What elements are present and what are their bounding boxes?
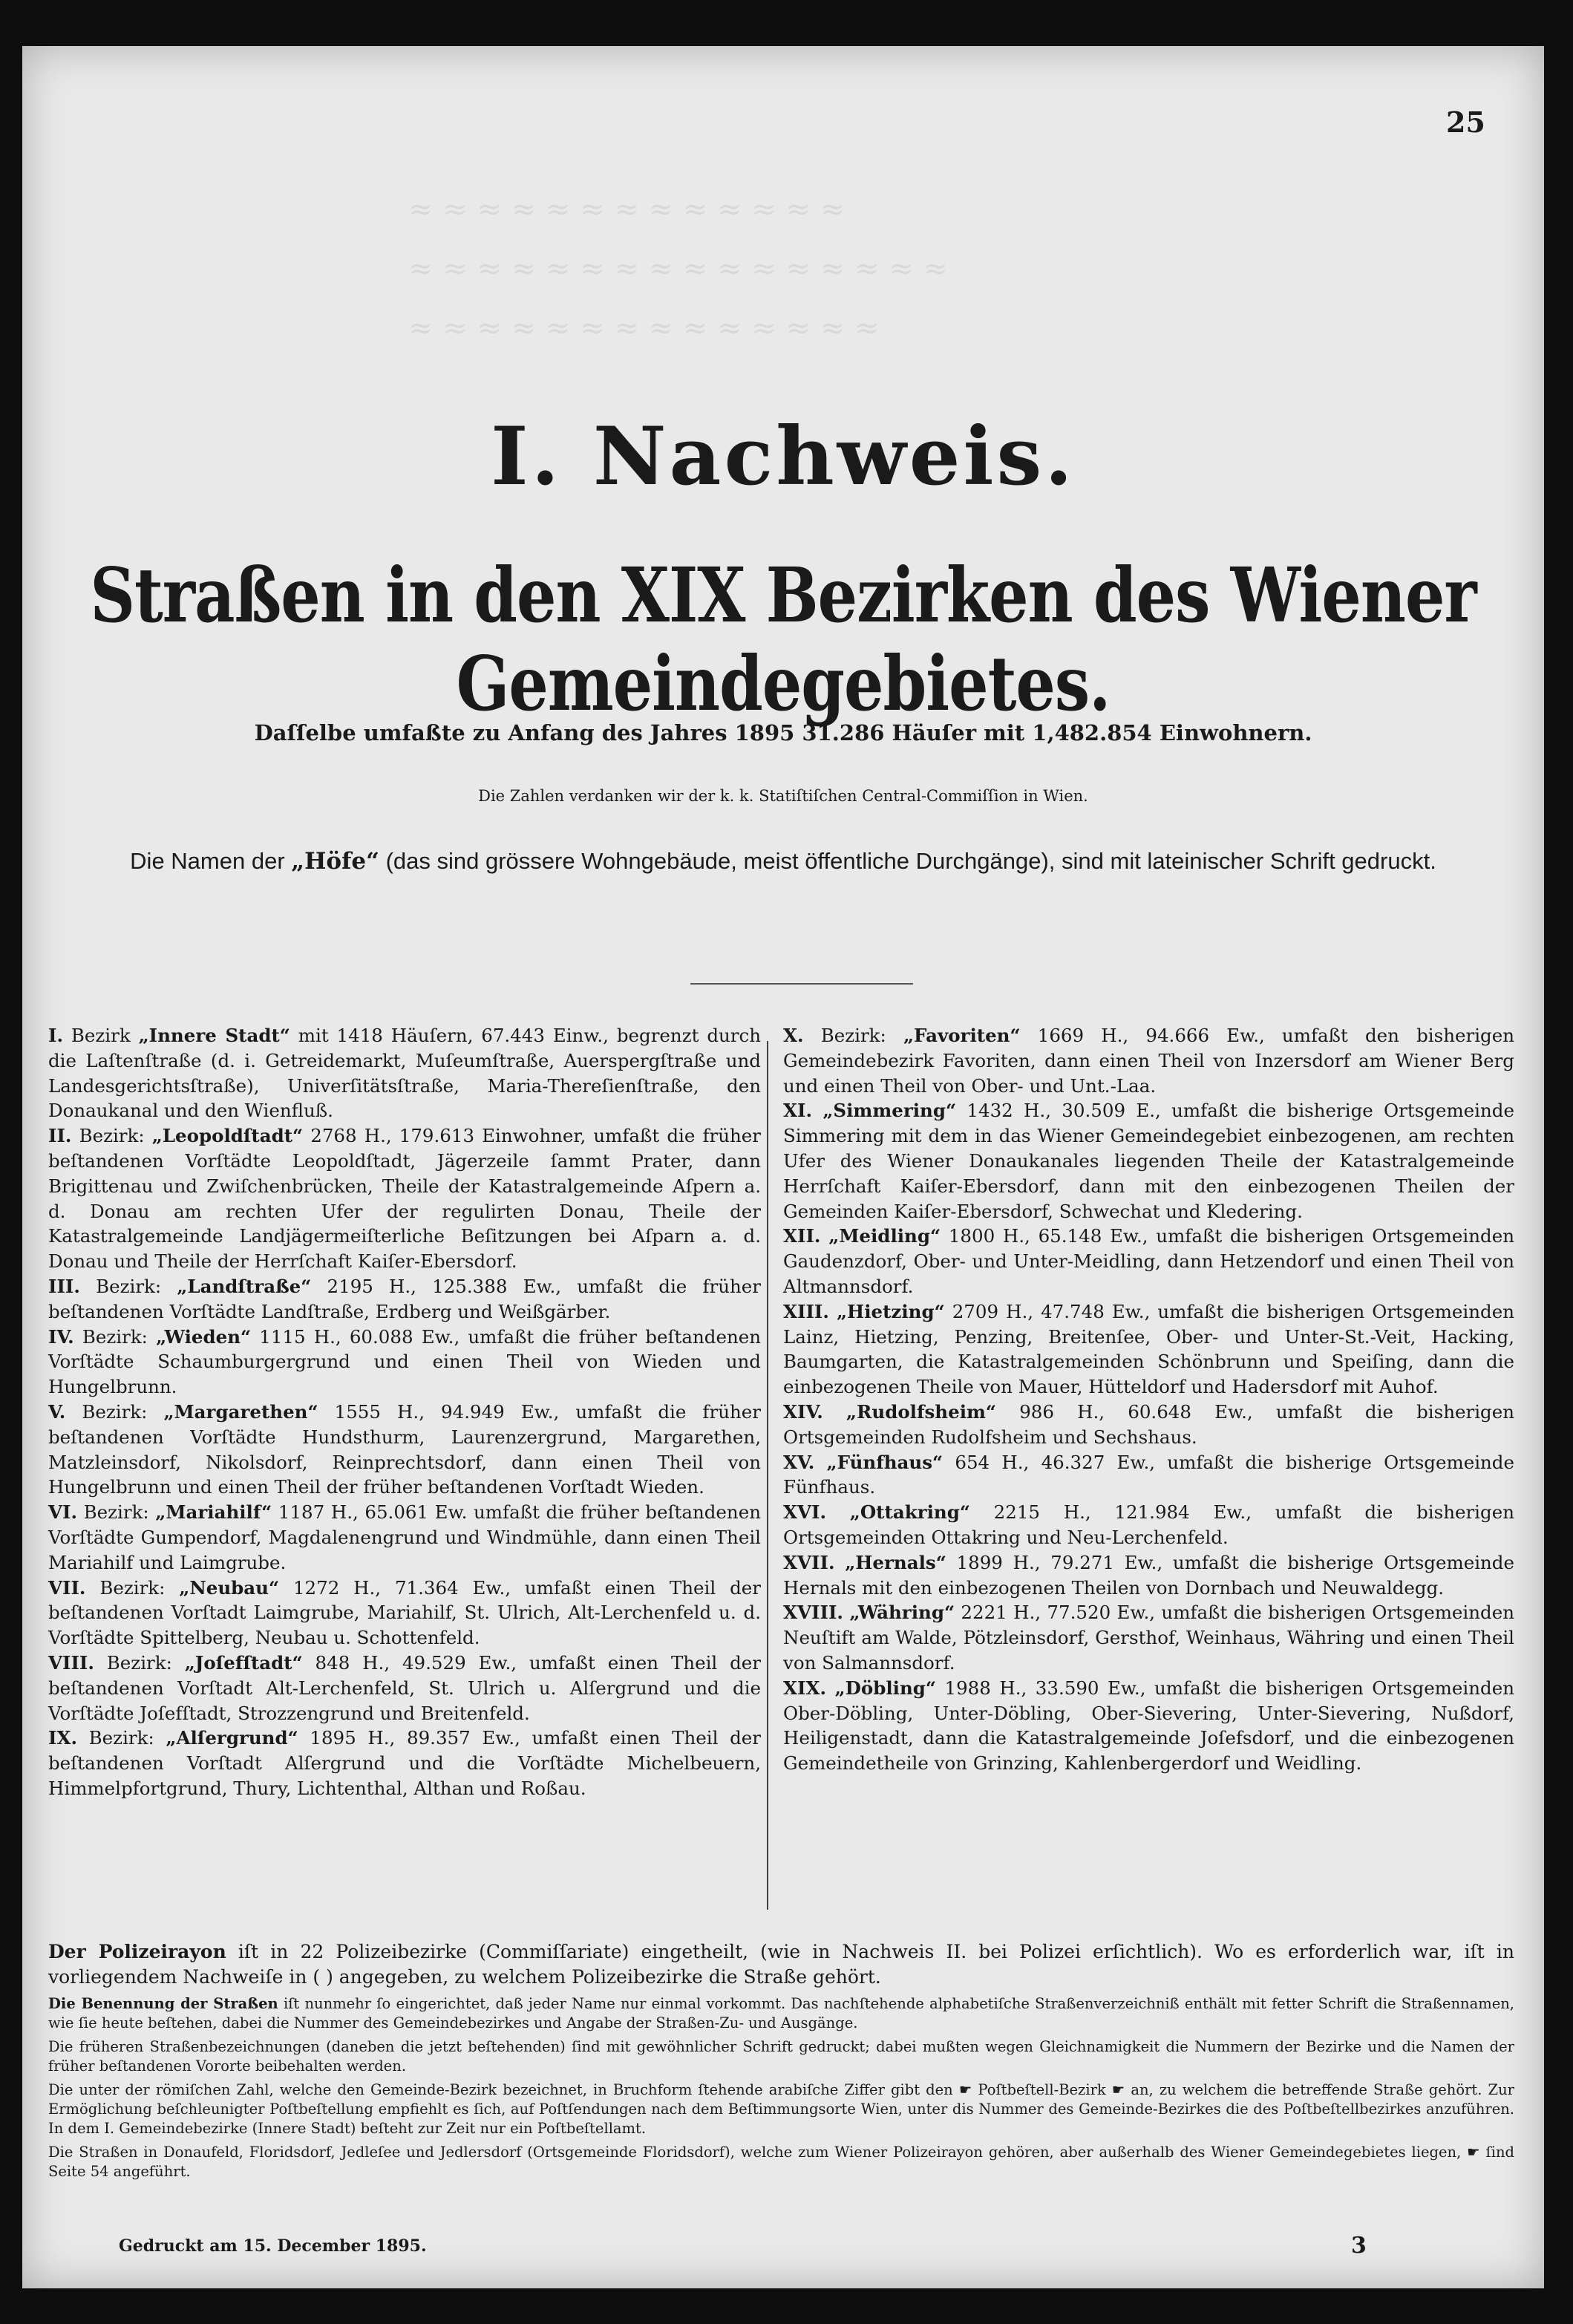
- district-name: „Alſergrund“: [166, 1727, 298, 1749]
- district-number: V.: [48, 1400, 66, 1423]
- district-entry: [48, 1274, 761, 1325]
- column-divider: [767, 1041, 768, 1910]
- district-number: XVII.: [783, 1551, 835, 1573]
- district-entry: [783, 1600, 1514, 1675]
- district-description: 2768 H., 179.613 Einwohner, umfaßt die früher beſtandenen Vorſtädte Leopoldſtadt, Jägerzeile ſammt Prater, dann Brigittenau und Zwiſchenbrücken, Theile der Katastralgemeinde Aſpern a. d. Donau am rechten Ufer der regulirten Donau, Theile der Katastralgemeinde Landjägermeiſterliche Beſitzungen bei Aſparn a. d. Donau und Theile der Herrſchaft Kaiſer-Ebersdorf.: [48, 1125, 761, 1273]
- district-number: II.: [48, 1125, 72, 1147]
- district-prefix: Bezirk:: [79, 1125, 152, 1147]
- district-name: „Währing“: [849, 1602, 955, 1624]
- note-paragraph: [48, 1994, 1514, 2033]
- district-number: VII.: [48, 1576, 86, 1599]
- district-description: 1555 H., 94.949 Ew., umfaßt die früher beſtandenen Vorſtädte Hundsthurm, Laurenzergrund, Margarethen, Matzleinsdorf, Nikolsdorf, Reinprechtsdorf, dann einen Theil von Hungelbrunn und einen Theil der früher beſtandenen Vorſtadt Wieden.: [48, 1400, 761, 1498]
- district-description: 1800 H., 65.148 Ew., umfaßt die bisherigen Ortsgemeinden Gaudenzdorf, Ober- und Unter-Meidling, dann Hetzendorf und einen Theil von Altmannsdorf.: [783, 1225, 1514, 1297]
- district-entry: [48, 1500, 761, 1575]
- hoefe-note: [45, 844, 1522, 878]
- district-number: IV.: [48, 1325, 74, 1348]
- page-subtitle: Straßen in den XIX Bezirken des Wiener Gemeindegebietes.: [90, 551, 1476, 728]
- district-name: „Leopoldſtadt“: [151, 1125, 304, 1147]
- note-text: iſt in 22 Polizeibezirke (Commiſſariate) eingetheilt, (wie in Nachweis II. bei Polizei erſichtlich). Wo es erforderlich war, iſt in vorliegendem Nachweiſe in ( ) angegeben, zu welchem Polizeibezirke die Straße gehört.: [48, 1941, 1514, 1988]
- district-name: „Joſefſtadt“: [184, 1651, 303, 1674]
- district-description: 2195 H., 125.388 Ew., umfaßt die früher beſtandenen Vorſtädte Landſtraße, Erdberg und Weißgärber.: [48, 1275, 761, 1322]
- district-number: XIII.: [783, 1300, 829, 1322]
- print-date: Gedruckt am 15. December 1895.: [119, 2236, 427, 2256]
- district-prefix: Bezirk:: [820, 1025, 903, 1046]
- district-number: VI.: [48, 1501, 77, 1524]
- note-text: Die früheren Straßenbezeichnungen (daneben die jetzt beſtehenden) ſind mit gewöhnlicher Schrift gedruckt; dabei mußten wegen Gleichnamigkeit die Nummern der Bezirke und die Namen der früher beſtandenen Vororte beibehalten werden.: [48, 2038, 1514, 2075]
- district-entry: [783, 1023, 1514, 1098]
- district-name: „Rudolfsheim“: [846, 1400, 997, 1423]
- district-prefix: Bezirk:: [99, 1576, 180, 1599]
- district-prefix: Bezirk:: [96, 1275, 177, 1297]
- statistics-credit: Die Zahlen verdanken wir der k. k. Statiſtiſchen Central-Commiſſion in Wien.: [478, 787, 1088, 805]
- district-entry: [48, 1123, 761, 1274]
- district-description: 848 H., 49.529 Ew., umfaßt einen Theil der beſtandenen Vorſtadt Alt-Lerchenfeld, St. Ulrich u. Alſergrund und die Vorſtädte Joſefſtadt, Strozzengrund und Breitenfeld.: [48, 1651, 761, 1724]
- district-prefix: Bezirk:: [106, 1651, 185, 1674]
- district-description: 1895 H., 89.357 Ew., umfaßt einen Theil der beſtandenen Vorſtadt Alſergrund und die Vorſtädte Michelbeuern, Himmelpfortgrund, Thury, Lichtenthal, Althan und Roßau.: [48, 1727, 761, 1799]
- page-number: 25: [1446, 105, 1485, 139]
- district-name: „Mariahilf“: [155, 1501, 272, 1524]
- district-name: „Meidling“: [828, 1225, 941, 1247]
- district-name: „Fünfhaus“: [826, 1451, 944, 1473]
- district-description: 986 H., 60.648 Ew., umfaßt die bisherigen Ortsgemeinden Rudolfsheim und Sechshaus.: [783, 1400, 1515, 1448]
- hoefe-note-bold: „Höfe“: [291, 848, 379, 875]
- district-number: XI.: [783, 1100, 812, 1122]
- district-name: „Simmering“: [823, 1100, 957, 1122]
- district-number: XIV.: [783, 1400, 823, 1423]
- district-entry: [48, 1576, 761, 1651]
- district-name: „Favoriten“: [903, 1025, 1021, 1046]
- district-description: 2221 H., 77.520 Ew., umfaßt die bisherigen Ortsgemeinden Neuſtift am Walde, Pötzleinsdorf, Gersthof, Weinhaus, Währing und einen Theil von Salmannsdorf.: [783, 1602, 1515, 1674]
- district-number: XII.: [783, 1225, 821, 1247]
- district-prefix: Bezirk:: [82, 1400, 164, 1423]
- district-prefix: Bezirk: [71, 1025, 139, 1046]
- district-name: „Hernals“: [845, 1551, 946, 1573]
- district-entry: [48, 1400, 761, 1500]
- district-description: 1115 H., 60.088 Ew., umfaßt die früher beſtandenen Vorſtädte Schaumburgergrund und einen Theil von Wieden und Hungelbrunn.: [48, 1325, 762, 1398]
- hoefe-note-prefix: Die Namen der: [130, 848, 292, 874]
- note-text: Die Straßen in Donaufeld, Floridsdorf, Jedleſee und Jedlersdorf (Ortsgemeinde Floridsdorf), welche zum Wiener Polizeirayon gehören, aber außerhalb des Wiener Gemeindegebietes liegen, ☛ ſind Seite 54 angeführt.: [48, 2144, 1514, 2180]
- notes-section: [48, 1939, 1514, 2186]
- district-description: 1272 H., 71.364 Ew., umfaßt einen Theil der beſtandenen Vorſtadt Laimgrube, Mariahilf, St. Ulrich, Alt-Lerchenfeld u. d. Vorſtädte Spittelberg, Neubau u. Schottenfeld.: [48, 1576, 761, 1649]
- district-description: 1669 H., 94.666 Ew., umfaßt den bisherigen Gemeindebezirk Favoriten, dann einen Theil von Inzersdorf am Wiener Berg und einen Theil von Ober- und Unt.-Laa.: [783, 1025, 1514, 1097]
- district-number: VIII.: [48, 1651, 94, 1674]
- note-text: iſt nunmehr ſo eingerichtet, daß jeder Name nur einmal vorkommt. Das nachſtehende alphabetiſche Straßenverzeichniß enthält mit fetter Schrift die Straßennamen, wie ſie heute beſtehen, dabei die Nummer des Gemeindebezirkes und Angabe der Straßen-Zu- und Ausgänge.: [48, 1995, 1515, 2031]
- district-number: X.: [783, 1025, 804, 1046]
- district-number: IX.: [48, 1727, 77, 1749]
- district-entry: [783, 1098, 1514, 1224]
- district-entry: [48, 1325, 761, 1400]
- district-number: XVIII.: [783, 1602, 843, 1624]
- district-description: 2709 H., 47.748 Ew., umfaßt die bisherigen Ortsgemeinden Lainz, Hietzing, Penzing, Breitenſee, Ober- und Unter-St.-Veit, Hacking, Baumgarten, die Katastralgemeinden Schönbrunn und Speiſing, dann die einbezogenen Theile von Mauer, Hütteldorf und Hadersdorf mit Auhof.: [783, 1300, 1515, 1398]
- district-number: XIX.: [783, 1677, 827, 1699]
- district-description: 1187 H., 65.061 Ew. umfaßt die früher beſtandenen Vorſtädte Gumpendorf, Magdalenengrund und Windmühle, dann einen Theil Mariahilf und Laimgrube.: [48, 1501, 761, 1573]
- section-divider: [690, 983, 913, 985]
- district-description: 1899 H., 79.271 Ew., umfaßt die bisherige Ortsgemeinde Hernals mit den einbezogenen Theilen von Dornbach und Neuwaldegg.: [783, 1551, 1514, 1599]
- note-paragraph: [48, 2143, 1514, 2181]
- district-entry: [783, 1400, 1514, 1450]
- district-entry: [783, 1224, 1514, 1299]
- district-name: „Wieden“: [156, 1325, 252, 1348]
- district-number: XV.: [783, 1451, 815, 1473]
- signature-number: 3: [1351, 2233, 1367, 2259]
- district-name: „Ottakring“: [849, 1501, 970, 1524]
- district-entry: [783, 1500, 1514, 1550]
- note-lead: Die Benennung der Straßen: [48, 1995, 278, 2012]
- note-paragraph: [48, 1939, 1514, 1990]
- district-prefix: Bezirk:: [88, 1727, 166, 1749]
- district-description: 654 H., 46.327 Ew., umfaßt die bisherige Ortsgemeinde Fünfhaus.: [783, 1451, 1514, 1498]
- bleed-through-text: ≈ ≈ ≈ ≈ ≈ ≈ ≈ ≈ ≈ ≈ ≈ ≈ ≈ ≈ ≈ ≈ ≈ ≈ ≈ ≈ ≈ ≈ ≈ ≈ ≈ ≈ ≈ ≈ ≈ ≈ ≈ ≈ ≈ ≈ ≈ ≈ ≈ ≈ ≈ ≈ ≈ ≈ ≈: [408, 192, 948, 345]
- district-number: I.: [48, 1025, 63, 1046]
- note-lead: Der Polizeirayon: [48, 1941, 226, 1962]
- note-paragraph: [48, 2080, 1514, 2138]
- district-description: 1432 H., 30.509 E., umfaßt die bisherige Ortsgemeinde Simmering mit dem in das Wiener Gemeindegebiet einbezogenen, am rechten Ufer des Wiener Donaukanales liegenden Theile der Katastralgemeinde Herrſchaft Kaiſer-Ebersdorf, dann mit den einbezogenen Theilen der Gemeinden Kaiſer-Ebersdorf, Schwechat und Kledering.: [783, 1100, 1514, 1222]
- district-name: „Hietzing“: [836, 1300, 945, 1322]
- district-number: XVI.: [783, 1501, 827, 1524]
- district-name: „Neubau“: [179, 1576, 280, 1599]
- district-entry: [783, 1676, 1514, 1776]
- district-entry: [783, 1550, 1514, 1601]
- district-description: mit 1418 Häuſern, 67.443 Einw., begrenzt durch die Laſtenſtraße (d. i. Getreidemarkt, Muſeumſtraße, Auerspergſtraße und Landesgerichtsſtraße), Univerſitätsſtraße, Maria-Thereſienſtraße, den Donaukanal und den Wienfluß.: [48, 1025, 762, 1122]
- district-entry: [783, 1299, 1514, 1400]
- district-entry: [783, 1450, 1514, 1501]
- note-text: Die unter der römiſchen Zahl, welche den Gemeinde-Bezirk bezeichnet, in Bruchform ſtehende arabiſche Ziffer gibt den ☛ Poſtbeſtell-Bezirk ☛ an, zu welchem die betreffende Straße gehört. Zur Ermöglichung beſchleunigter Poſtbeſtellung empfiehlt es ſich, auf Poſtſendungen nach dem Beſtimmungsorte Wien, unter dis Nummer des Gemeinde-Bezirkes die des Poſtbeſtellbezirkes anzuführen. In dem I. Gemeindebezirke (Innere Stadt) beſteht zur Zeit nur ein Poſtbeſtellamt.: [48, 2081, 1514, 2137]
- district-prefix: Bezirk:: [83, 1501, 156, 1524]
- district-name: „Innere Stadt“: [138, 1025, 290, 1046]
- district-number: III.: [48, 1275, 80, 1297]
- population-summary: Daſſelbe umfaßte zu Anfang des Jahres 1895 31.286 Häuſer mit 1,482.854 Einwohnern.: [254, 720, 1312, 745]
- document-page: [22, 46, 1544, 2288]
- district-entry: [48, 1726, 761, 1801]
- district-description: 1988 H., 33.590 Ew., umfaßt die bisherigen Ortsgemeinden Ober-Döbling, Unter-Döbling, Ober-Sievering, Unter-Sievering, Nußdorf, Heiligenstadt, dann die Katastralgemeinde Joſefsdorf, und die einbezogenen Gemeindetheile von Grinzing, Kahlenbergerdorf und Weidling.: [783, 1677, 1514, 1775]
- district-name: „Döbling“: [834, 1677, 936, 1699]
- district-name: „Margarethen“: [163, 1400, 318, 1423]
- page-title: I. Nachweis.: [491, 410, 1076, 503]
- district-description: 2215 H., 121.984 Ew., umfaßt die bisherigen Ortsgemeinden Ottakring und Neu-Lerchenfeld.: [783, 1501, 1514, 1548]
- note-paragraph: [48, 2037, 1514, 2076]
- hoefe-note-suffix: (das sind grössere Wohngebäude, meist öffentliche Durchgänge), sind mit lateinischer Schrift gedruckt.: [379, 848, 1436, 874]
- district-prefix: Bezirk:: [82, 1325, 157, 1348]
- districts-right-column: [783, 1023, 1514, 1776]
- district-name: „Landſtraße“: [177, 1275, 312, 1297]
- districts-left-column: [48, 1023, 761, 1801]
- district-entry: [48, 1023, 761, 1123]
- district-entry: [48, 1651, 761, 1726]
